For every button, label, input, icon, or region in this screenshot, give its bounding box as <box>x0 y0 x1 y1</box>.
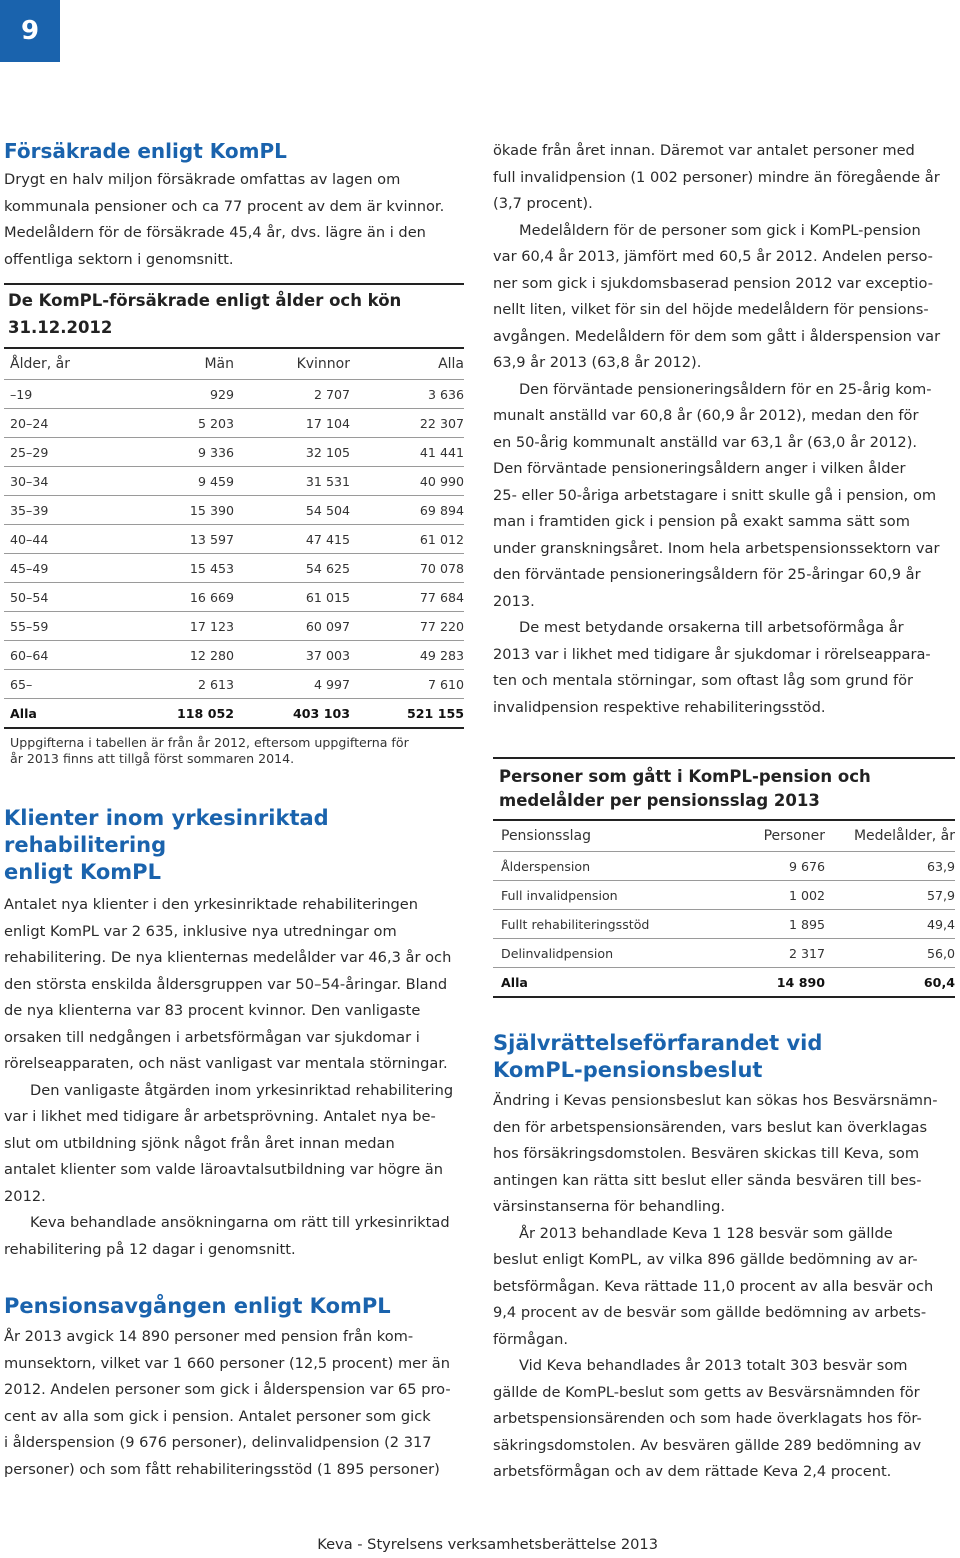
cell: 47 415 <box>305 531 350 547</box>
cell: 118 052 <box>177 705 234 721</box>
col-header-persons: Personer <box>763 828 825 844</box>
text-line: 2012. Andelen personer som gick i ålderspension var 65 pro- <box>4 1381 451 1398</box>
text-line: var i likhet med tidigare år arbetsprövning. Antalet nya be- <box>4 1108 436 1125</box>
cell: 61 012 <box>419 531 464 547</box>
text-line: munsektorn, vilket var 1 660 personer (12,5 procent) mer än <box>4 1354 450 1372</box>
cell: 9 676 <box>788 858 825 874</box>
text-line: 2012. <box>4 1187 46 1205</box>
note-line: Uppgifterna i tabellen är från år 2012, eftersom uppgifterna för <box>10 735 409 750</box>
cell: 15 453 <box>189 560 234 576</box>
cell: 25–29 <box>10 444 49 460</box>
cell: 2 317 <box>788 945 825 961</box>
cell: 37 003 <box>305 647 350 663</box>
section-rehabilitation-text <box>4 892 464 1263</box>
text-line: arbetsförmågan och av dem rättade Keva 2,4 procent. <box>493 1463 892 1480</box>
text-line: hos försäkringsdomstolen. Besvären skickas till Keva, som <box>493 1145 920 1162</box>
text-line: gällde de KomPL-beslut som getts av Besvärsnämnden för <box>493 1383 920 1401</box>
cell: 4 997 <box>313 676 350 692</box>
col-header-average-age: Medelålder, år <box>853 828 955 844</box>
text-line: antalet klienter som valde läroavtalsutbildning var högre än <box>4 1161 444 1178</box>
text-line: arbetspensionsärenden och som hade överklagats hos för- <box>493 1410 922 1427</box>
cell: 69 894 <box>419 502 464 518</box>
col-header-all: Alla <box>438 356 464 372</box>
text-line: 2013. <box>493 592 535 610</box>
cell: 49,4 <box>926 916 955 932</box>
cell: 77 684 <box>419 589 464 605</box>
left-column <box>4 138 464 1483</box>
col-header-women: Kvinnor <box>296 356 350 372</box>
text-line: munalt anställd var 60,8 år (60,9 år 2012), medan den för <box>493 407 919 424</box>
table-row <box>4 408 464 437</box>
cell: 41 441 <box>419 444 464 460</box>
table-row <box>493 851 955 880</box>
cell: 17 104 <box>305 415 350 431</box>
table-title-line: De KomPL-försäkrade enligt ålder och kön <box>8 291 402 310</box>
page-number-tab <box>0 0 60 62</box>
cell: 32 105 <box>305 444 350 460</box>
section-title-insured: Försäkrade enligt KomPL <box>4 139 287 163</box>
cell: 22 307 <box>419 415 464 431</box>
cell: 5 203 <box>197 415 234 431</box>
text-line: Ändring i Kevas pensionsbeslut kan sökas hos Besvärsnämn- <box>493 1092 938 1109</box>
section-insured-text <box>4 167 464 273</box>
table-row <box>4 611 464 640</box>
cell: 45–49 <box>10 560 49 576</box>
text-line: full invalidpension (1 002 personer) mindre än föregående år <box>493 168 940 186</box>
cell: 929 <box>209 386 234 402</box>
table-row <box>4 379 464 408</box>
table-total-row <box>4 698 464 727</box>
section-title-self-correction <box>493 1030 955 1084</box>
text-line: offentliga sektorn i genomsnitt. <box>4 250 234 268</box>
text-line: 9,4 procent av de besvär som gällde bedömning av arbets- <box>493 1304 927 1321</box>
text-line: Drygt en halv miljon försäkrade omfattas av lagen om <box>4 171 401 188</box>
table-row <box>4 466 464 495</box>
section-title-retirement: Pensionsavgången enligt KomPL <box>4 1294 391 1318</box>
text-line: en 50-årig kommunalt anställd var 63,1 år (63,0 år 2012). <box>493 433 918 451</box>
col-header-pension-type: Pensionsslag <box>501 828 591 844</box>
text-line: Medelåldern för de personer som gick i KomPL-pension <box>519 221 921 239</box>
text-line: De mest betydande orsakerna till arbetsoförmåga år <box>519 619 904 636</box>
cell: Full invalidpension <box>501 887 618 903</box>
table-row <box>493 938 955 967</box>
cell: 57,9 <box>926 887 955 903</box>
cell: 30–34 <box>10 473 49 489</box>
text-line: nellt liten, vilket för sin del höjde medelåldern för pensions- <box>493 301 929 318</box>
text-line: avgången. Medelåldern för dem som gått i ålderspension var <box>493 327 941 345</box>
table-row <box>4 495 464 524</box>
text-line: värsinstanserna för behandling. <box>493 1198 726 1215</box>
text-line: 2013 var i likhet med tidigare år sjukdomar i rörelseappara- <box>493 645 931 663</box>
table-row <box>493 880 955 909</box>
cell: 77 220 <box>419 618 464 634</box>
text-line: (3,7 procent). <box>493 195 593 212</box>
cell: 40–44 <box>10 531 49 547</box>
text-line: personer) och som fått rehabiliteringsstöd (1 895 personer) <box>4 1460 440 1478</box>
title-line: Självrättelseförfarandet vid <box>493 1031 823 1055</box>
cell: Delinvalidpension <box>501 945 614 961</box>
cell: 17 123 <box>189 618 234 634</box>
cell: Ålderspension <box>501 858 591 874</box>
table-title <box>493 759 955 819</box>
cell: 65– <box>10 676 33 692</box>
cell: 63,9 <box>926 858 955 874</box>
text-line: man i framtiden gick i pension på exakt samma sätt som <box>493 513 910 530</box>
section-self-correction-text <box>493 1088 955 1486</box>
text-line: Den förväntade pensioneringsåldern anger i vilken ålder <box>493 460 906 477</box>
text-line: orsaken till nedgången i arbetsförmågan var sjukdomar i <box>4 1028 420 1046</box>
cell: 60–64 <box>10 647 49 663</box>
cell: 403 103 <box>293 705 350 721</box>
cell: –19 <box>10 386 33 402</box>
text-line: År 2013 avgick 14 890 personer med pension från kom- <box>4 1328 414 1345</box>
col-header-men: Män <box>204 356 234 372</box>
table-title-line: medelålder per pensionsslag 2013 <box>499 791 820 810</box>
table-header-row <box>493 819 955 851</box>
table-total-row <box>493 967 955 996</box>
text-line: den för arbetspensionsärenden, vars beslut kan överklagas <box>493 1118 928 1136</box>
table-row <box>4 437 464 466</box>
cell: 55–59 <box>10 618 49 634</box>
table-title-line: Personer som gått i KomPL-pension och <box>499 767 871 786</box>
text-line: 25- eller 50-åriga arbetstagare i snitt skulle gå i pension, om <box>493 486 937 504</box>
text-line: de nya klienterna var 83 procent kvinnor. Den vanligaste <box>4 1002 421 1019</box>
cell: 60,4 <box>923 974 955 990</box>
cell: 15 390 <box>189 502 234 518</box>
right-column <box>493 138 955 1486</box>
text-line: 63,9 år 2013 (63,8 år 2012). <box>493 354 702 371</box>
text-line: rehabilitering på 12 dagar i genomsnitt. <box>4 1240 296 1258</box>
text-line: rehabilitering. De nya klienternas medelålder var 46,3 år och <box>4 949 452 966</box>
text-line: antingen kan rätta sitt beslut eller sända besvären till bes- <box>493 1171 922 1189</box>
text-line: cent av alla som gick i pension. Antalet personer som gick <box>4 1407 431 1425</box>
cell: 2 613 <box>197 676 234 692</box>
cell: 35–39 <box>10 502 49 518</box>
cell: 9 336 <box>197 444 234 460</box>
text-line: kommunala pensioner och ca 77 procent av dem är kvinnor. <box>4 197 445 215</box>
text-line: Den vanligaste åtgärden inom yrkesinriktad rehabilitering <box>30 1081 454 1099</box>
text-line: Medelåldern för de försäkrade 45,4 år, dvs. lägre än i den <box>4 224 426 241</box>
text-line: i ålderspension (9 676 personer), delinvalidpension (2 317 <box>4 1434 432 1451</box>
table-row <box>4 524 464 553</box>
table-note <box>4 735 464 767</box>
cell: 70 078 <box>419 560 464 576</box>
table-row <box>4 553 464 582</box>
cell: 1 895 <box>788 916 825 932</box>
page-footer: Keva - Styrelsens verksamhetsberättelse 2013 <box>317 1536 658 1553</box>
cell: 12 280 <box>189 647 234 663</box>
text-line: säkringsdomstolen. Av besvären gällde 289 bedömning av <box>493 1436 922 1454</box>
text-line: ökade från året innan. Däremot var antalet personer med <box>493 142 915 159</box>
table-header-row <box>4 347 464 379</box>
cell: 60 097 <box>305 618 350 634</box>
table-row <box>4 640 464 669</box>
title-line: Klienter inom yrkesinriktad rehabilitering <box>4 806 329 857</box>
cell: 49 283 <box>419 647 464 663</box>
text-line: ner som gick i sjukdomsbaserad pension 2012 var exceptio- <box>493 274 933 292</box>
cell: 20–24 <box>10 415 49 431</box>
text-line: År 2013 behandlade Keva 1 128 besvär som gällde <box>519 1224 893 1242</box>
cell: 16 669 <box>189 589 234 605</box>
right-text-top <box>493 138 955 721</box>
cell: 61 015 <box>305 589 350 605</box>
text-line: var 60,4 år 2013, jämfört med 60,5 år 2012. Andelen perso- <box>493 248 933 265</box>
section-title-rehabilitation <box>4 805 464 886</box>
text-line: Vid Keva behandlades år 2013 totalt 303 besvär som <box>519 1357 908 1374</box>
cell: 13 597 <box>189 531 234 547</box>
text-line: beslut enligt KomPL, av vilka 896 gällde bedömning av ar- <box>493 1251 918 1268</box>
cell: 31 531 <box>305 473 350 489</box>
cell: 50–54 <box>10 589 49 605</box>
note-line: år 2013 finns att tillgå först sommaren 2014. <box>10 751 295 766</box>
cell: 14 890 <box>776 974 825 990</box>
table-row <box>4 669 464 698</box>
text-line: ten och mentala störningar, som oftast låg som grund för <box>493 672 914 689</box>
text-line: Den förväntade pensioneringsåldern för en 25-årig kom- <box>519 380 932 398</box>
cell: Fullt rehabiliteringsstöd <box>501 916 650 932</box>
text-line: betsförmågan. Keva rättade 11,0 procent av alla besvär och <box>493 1277 934 1295</box>
age-gender-table <box>4 283 464 729</box>
cell: 521 155 <box>407 705 464 721</box>
text-line: slut om utbildning sjönk något från året innan medan <box>4 1134 395 1152</box>
title-line: KomPL-pensionsbeslut <box>493 1058 763 1082</box>
cell: 1 002 <box>788 887 825 903</box>
text-line: rörelseapparaten, och näst vanligast var mentala störningar. <box>4 1055 448 1072</box>
cell: 7 610 <box>427 676 464 692</box>
cell: Alla <box>10 705 37 721</box>
cell: 2 707 <box>313 386 350 402</box>
col-header-age: Ålder, år <box>10 356 70 372</box>
text-line: förmågan. <box>493 1330 569 1348</box>
cell: 54 504 <box>305 502 350 518</box>
cell: 56,0 <box>926 945 955 961</box>
table-row <box>493 909 955 938</box>
table-title-line: 31.12.2012 <box>8 318 113 337</box>
cell: 9 459 <box>197 473 234 489</box>
cell: 54 625 <box>305 560 350 576</box>
text-line: Keva behandlade ansökningarna om rätt till yrkesinriktad <box>30 1214 450 1231</box>
text-line: enligt KomPL var 2 635, inklusive nya utredningar om <box>4 922 397 940</box>
cell: 40 990 <box>419 473 464 489</box>
section-retirement-text <box>4 1324 464 1483</box>
text-line: under granskningsåret. Inom hela arbetspensionssektorn var <box>493 539 940 557</box>
title-line: enligt KomPL <box>4 860 161 884</box>
text-line: den förväntade pensioneringsåldern för 25-åringar 60,9 år <box>493 566 921 583</box>
cell: 3 636 <box>427 386 464 402</box>
pension-type-table <box>493 757 955 998</box>
table-title <box>4 285 464 347</box>
cell: Alla <box>501 974 528 990</box>
text-line: invalidpension respektive rehabiliteringsstöd. <box>493 698 826 716</box>
text-line: Antalet nya klienter i den yrkesinriktade rehabiliteringen <box>4 896 418 913</box>
text-line: den största enskilda åldersgruppen var 50–54-åringar. Bland <box>4 975 448 993</box>
page-number: 9 <box>20 16 40 46</box>
table-row <box>4 582 464 611</box>
